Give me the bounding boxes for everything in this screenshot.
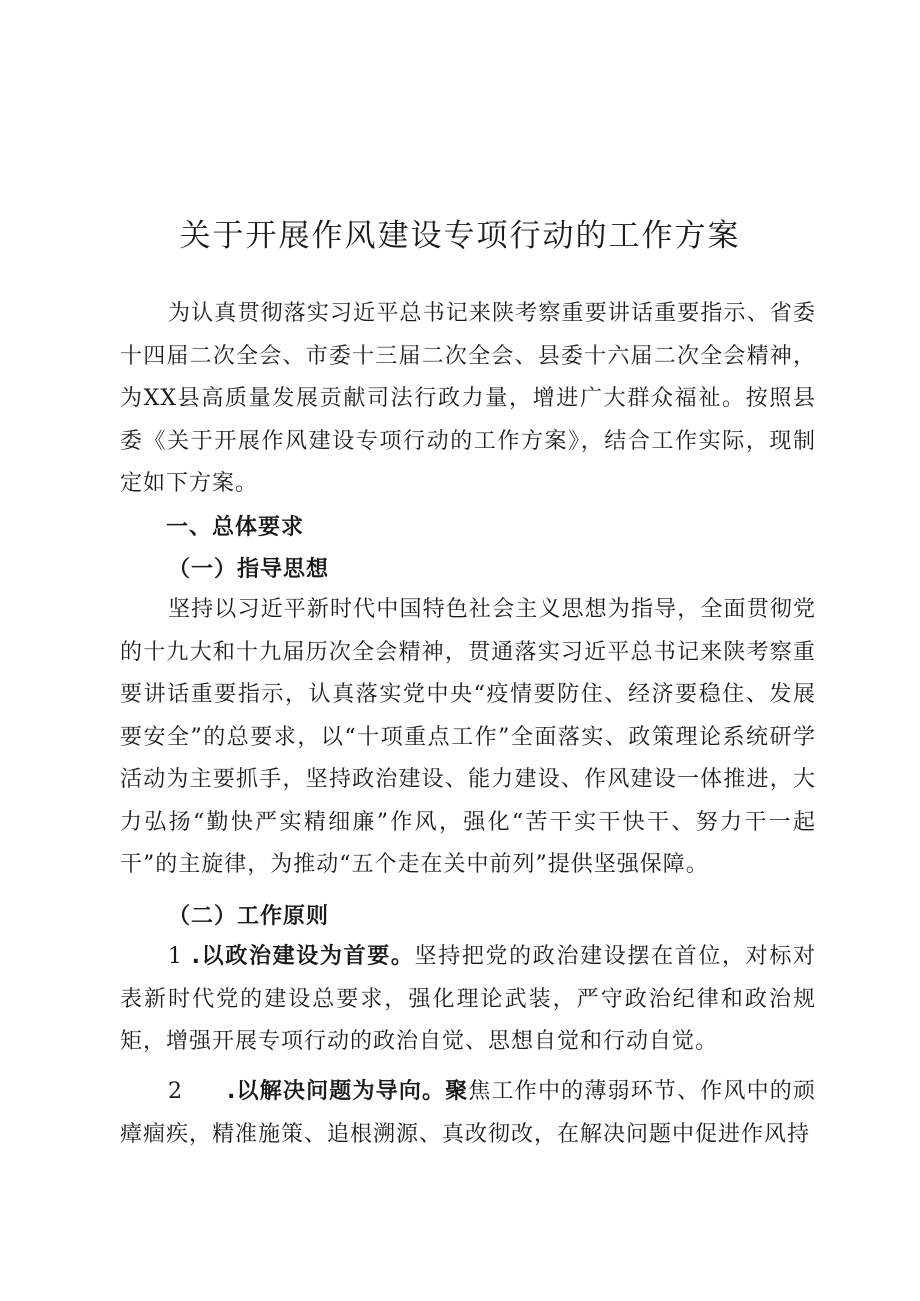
principle-item-2-lead: .以解决问题为导向。聚 <box>227 1079 469 1104</box>
principle-item-1-text: 坚持把党的政治建设摆在首位，对标对表新时代党的建设总要求，强化理论武装，严守政治纪律和政治规矩，增强开展专项行动的政治自觉、思想自觉和行动自觉。 <box>120 944 816 1054</box>
principle-item-2 <box>120 1071 816 1156</box>
section-heading-overall-requirements: 一、总体要求 <box>166 515 305 540</box>
principle-item-1 <box>120 936 816 1064</box>
principle-item-2-number: 2 <box>168 1079 183 1104</box>
intro-paragraph <box>120 293 816 506</box>
guiding-ideology-paragraph <box>120 589 816 887</box>
principle-item-2-text: 焦工作中的薄弱环节、作风中的顽瘴痼疾，精准施策、追根溯源、真改彻改，在解决问题中促进作风持 <box>120 1079 816 1147</box>
document-title: 关于开展作风建设专项行动的工作方案 <box>179 218 741 254</box>
principle-item-1-number: 1 <box>168 944 183 969</box>
principle-item-1-lead: .以政治建设为首要。 <box>191 944 415 969</box>
guiding-ideology-text: 坚持以习近平新时代中国特色社会主义思想为指导，全面贯彻党的十九大和十九届历次全会精神，贯通落实习近平总书记来陕考察重要讲话重要指示，认真落实党中央“疫情要防住、经济要稳住、发展要安全”的总要求，以“十项重点工作”全面落实、政策理论系统研学活动为主要抓手，坚持政治建设、能力建设、作风建设一体推进，大力弘扬“勤快严实精细廉”作风，强化“苦干实干快干、努力干一起干”的主旋律，为推动“五个走在关中前列”提供坚强保障。 <box>120 597 816 877</box>
subsection-heading-guiding-ideology: （一）指导思想 <box>168 557 330 582</box>
subsection-heading-working-principles: （二）工作原则 <box>168 904 330 929</box>
intro-text: 为认真贯彻落实习近平总书记来陕考察重要讲话重要指示、省委十四届二次全会、市委十三届二次全会、县委十六届二次全会精神，为XX县高质量发展贡献司法行政力量，增进广大群众福祉。按照县委《关于开展作风建设专项行动的工作方案》，结合工作实际，现制定如下方案。 <box>120 301 816 496</box>
